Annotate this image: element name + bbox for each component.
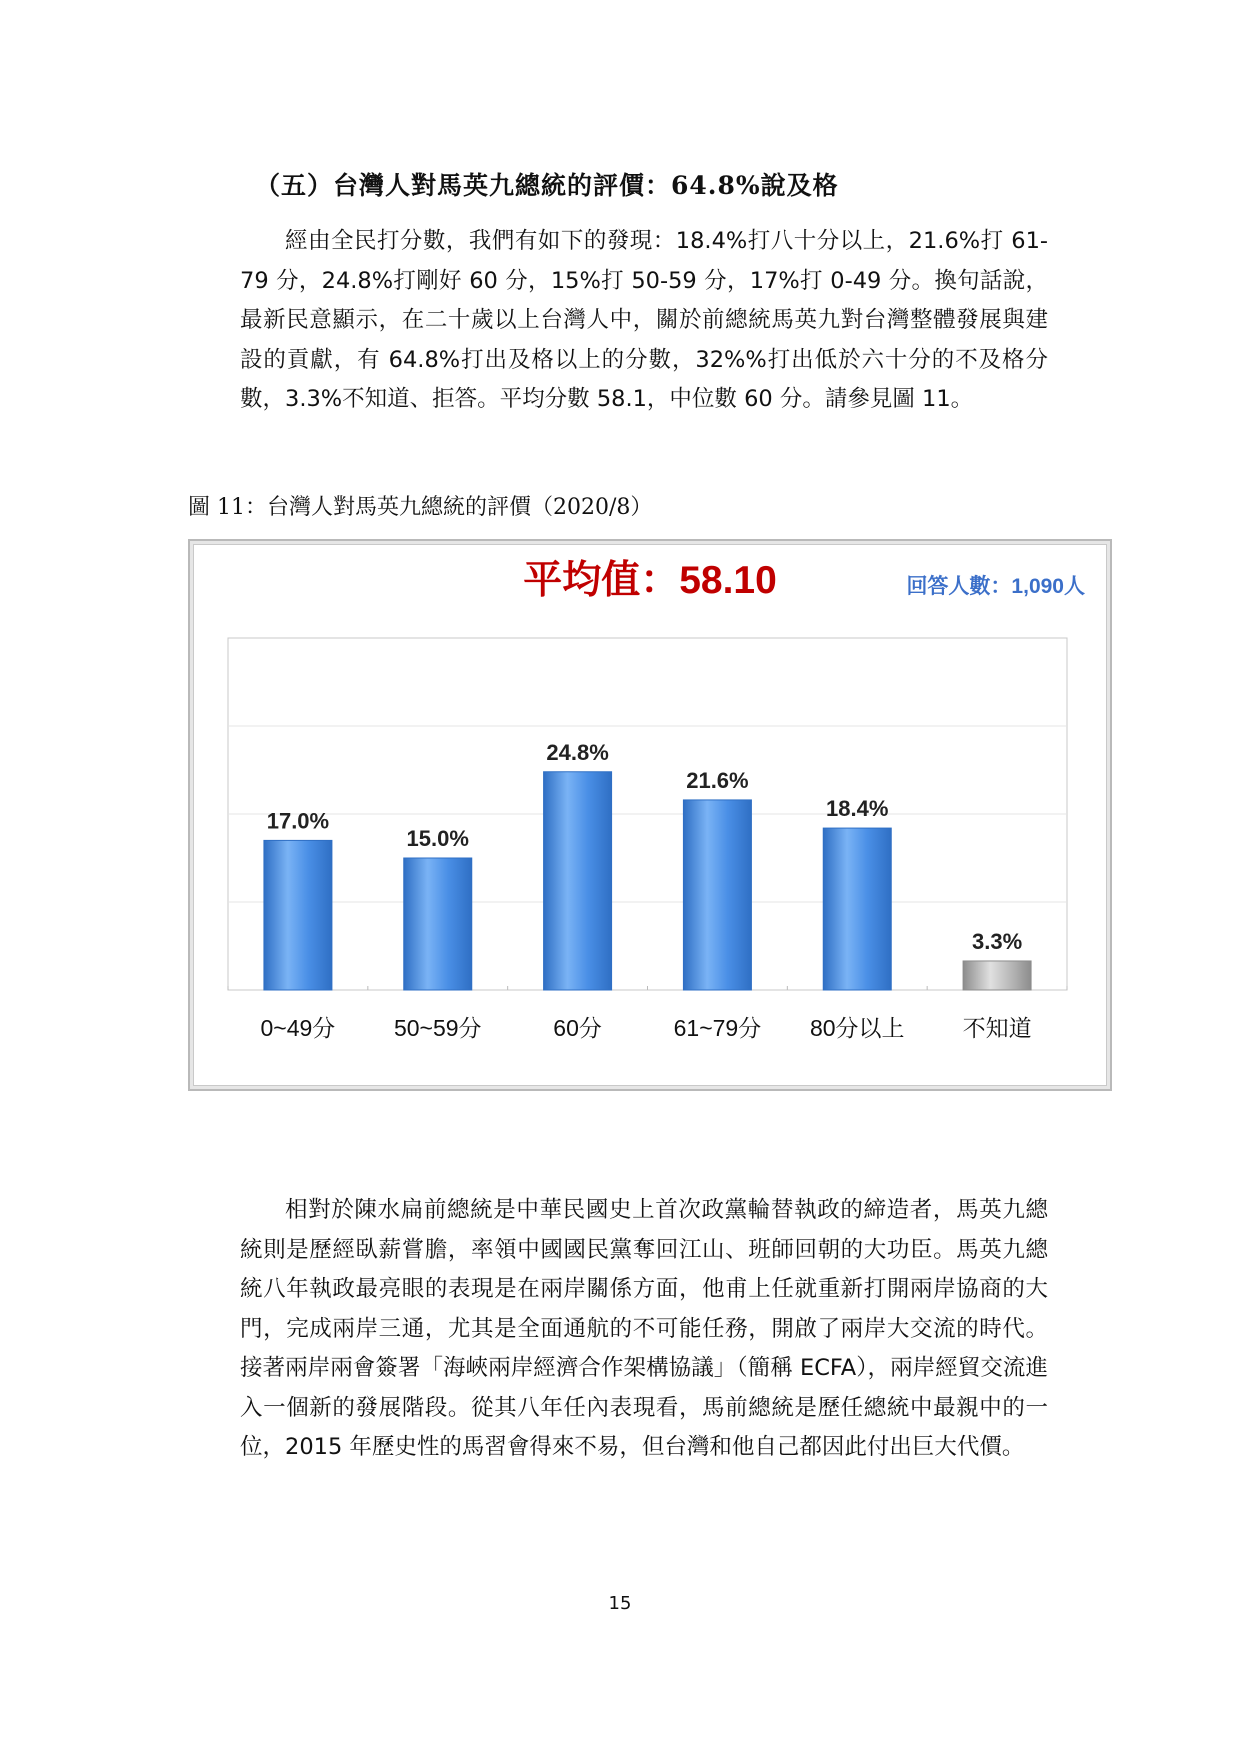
bar-chart [188, 539, 1112, 1091]
category-labels [261, 1015, 1032, 1041]
paragraph-findings: 經由全民打分數，我們有如下的發現：18.4%打八十分以上，21.6%打 61-79 分，24.8%打剛好 60 分，15%打 50-59 分，17%打 0-49 分。換句話說，最新民意顯示，在二十歲以上台灣人中，關於前總統馬英九對台灣整體發展與建設的貢獻，有 64.8%打出及格以上的分數，32%%打出低於六十分的不及格分數，3.3%不知道、拒答。平均分數 58.1，中位數 60 分。請參見圖 11。 [240, 228, 1048, 412]
page-number: 15 [608, 1593, 632, 1614]
value-label-1: 15.0% [406, 826, 469, 851]
chart-title: 平均值：58.10 [523, 559, 777, 602]
bar-0 [264, 840, 332, 990]
figure-caption: 圖 11：台灣人對馬英九總統的評價（2020/8） [188, 495, 653, 520]
bar-2 [544, 772, 612, 990]
respondents-count: 回答人數：1,090人 [906, 575, 1085, 598]
category-label-2: 60分 [553, 1015, 602, 1041]
bar-4 [823, 828, 891, 990]
category-label-3: 61~79分 [673, 1015, 762, 1041]
section-heading: （五）台灣人對馬英九總統的評價：64.8%說及格 [255, 171, 839, 200]
bar-1 [404, 858, 472, 990]
category-label-4: 80分以上 [809, 1015, 905, 1041]
category-label-5: 不知道 [962, 1015, 1032, 1041]
category-label-1: 50~59分 [393, 1015, 482, 1041]
value-label-2: 24.8% [546, 739, 609, 765]
paragraph-commentary: 相對於陳水扁前總統是中華民國史上首次政黨輪替執政的締造者，馬英九總統則是歷經臥薪嘗膽，率領中國國民黨奪回江山、班師回朝的大功臣。馬英九總統八年執政最亮眼的表現是在兩岸關係方面，他甫上任就重新打開兩岸協商的大門，完成兩岸三通，尤其是全面通航的不可能任務，開啟了兩岸大交流的時代。接著兩岸兩會簽署「海峽兩岸經濟合作架構協議」（簡稱 ECFA），兩岸經貿交流進入一個新的發展階段。從其八年任內表現看，馬前總統是歷任總統中最親中的一位，2015 年歷史性的馬習會得來不易，但台灣和他自己都因此付出巨大代價。 [240, 1197, 1048, 1460]
value-label-0: 17.0% [266, 808, 330, 834]
bar-5 [963, 961, 1031, 990]
value-label-3: 21.6% [686, 767, 749, 793]
bar-chart-svg [190, 541, 1114, 1093]
value-label-5: 3.3% [972, 928, 1023, 954]
bar-3 [683, 800, 751, 990]
value-label-4: 18.4% [826, 796, 889, 822]
category-label-0: 0~49分 [260, 1015, 336, 1041]
